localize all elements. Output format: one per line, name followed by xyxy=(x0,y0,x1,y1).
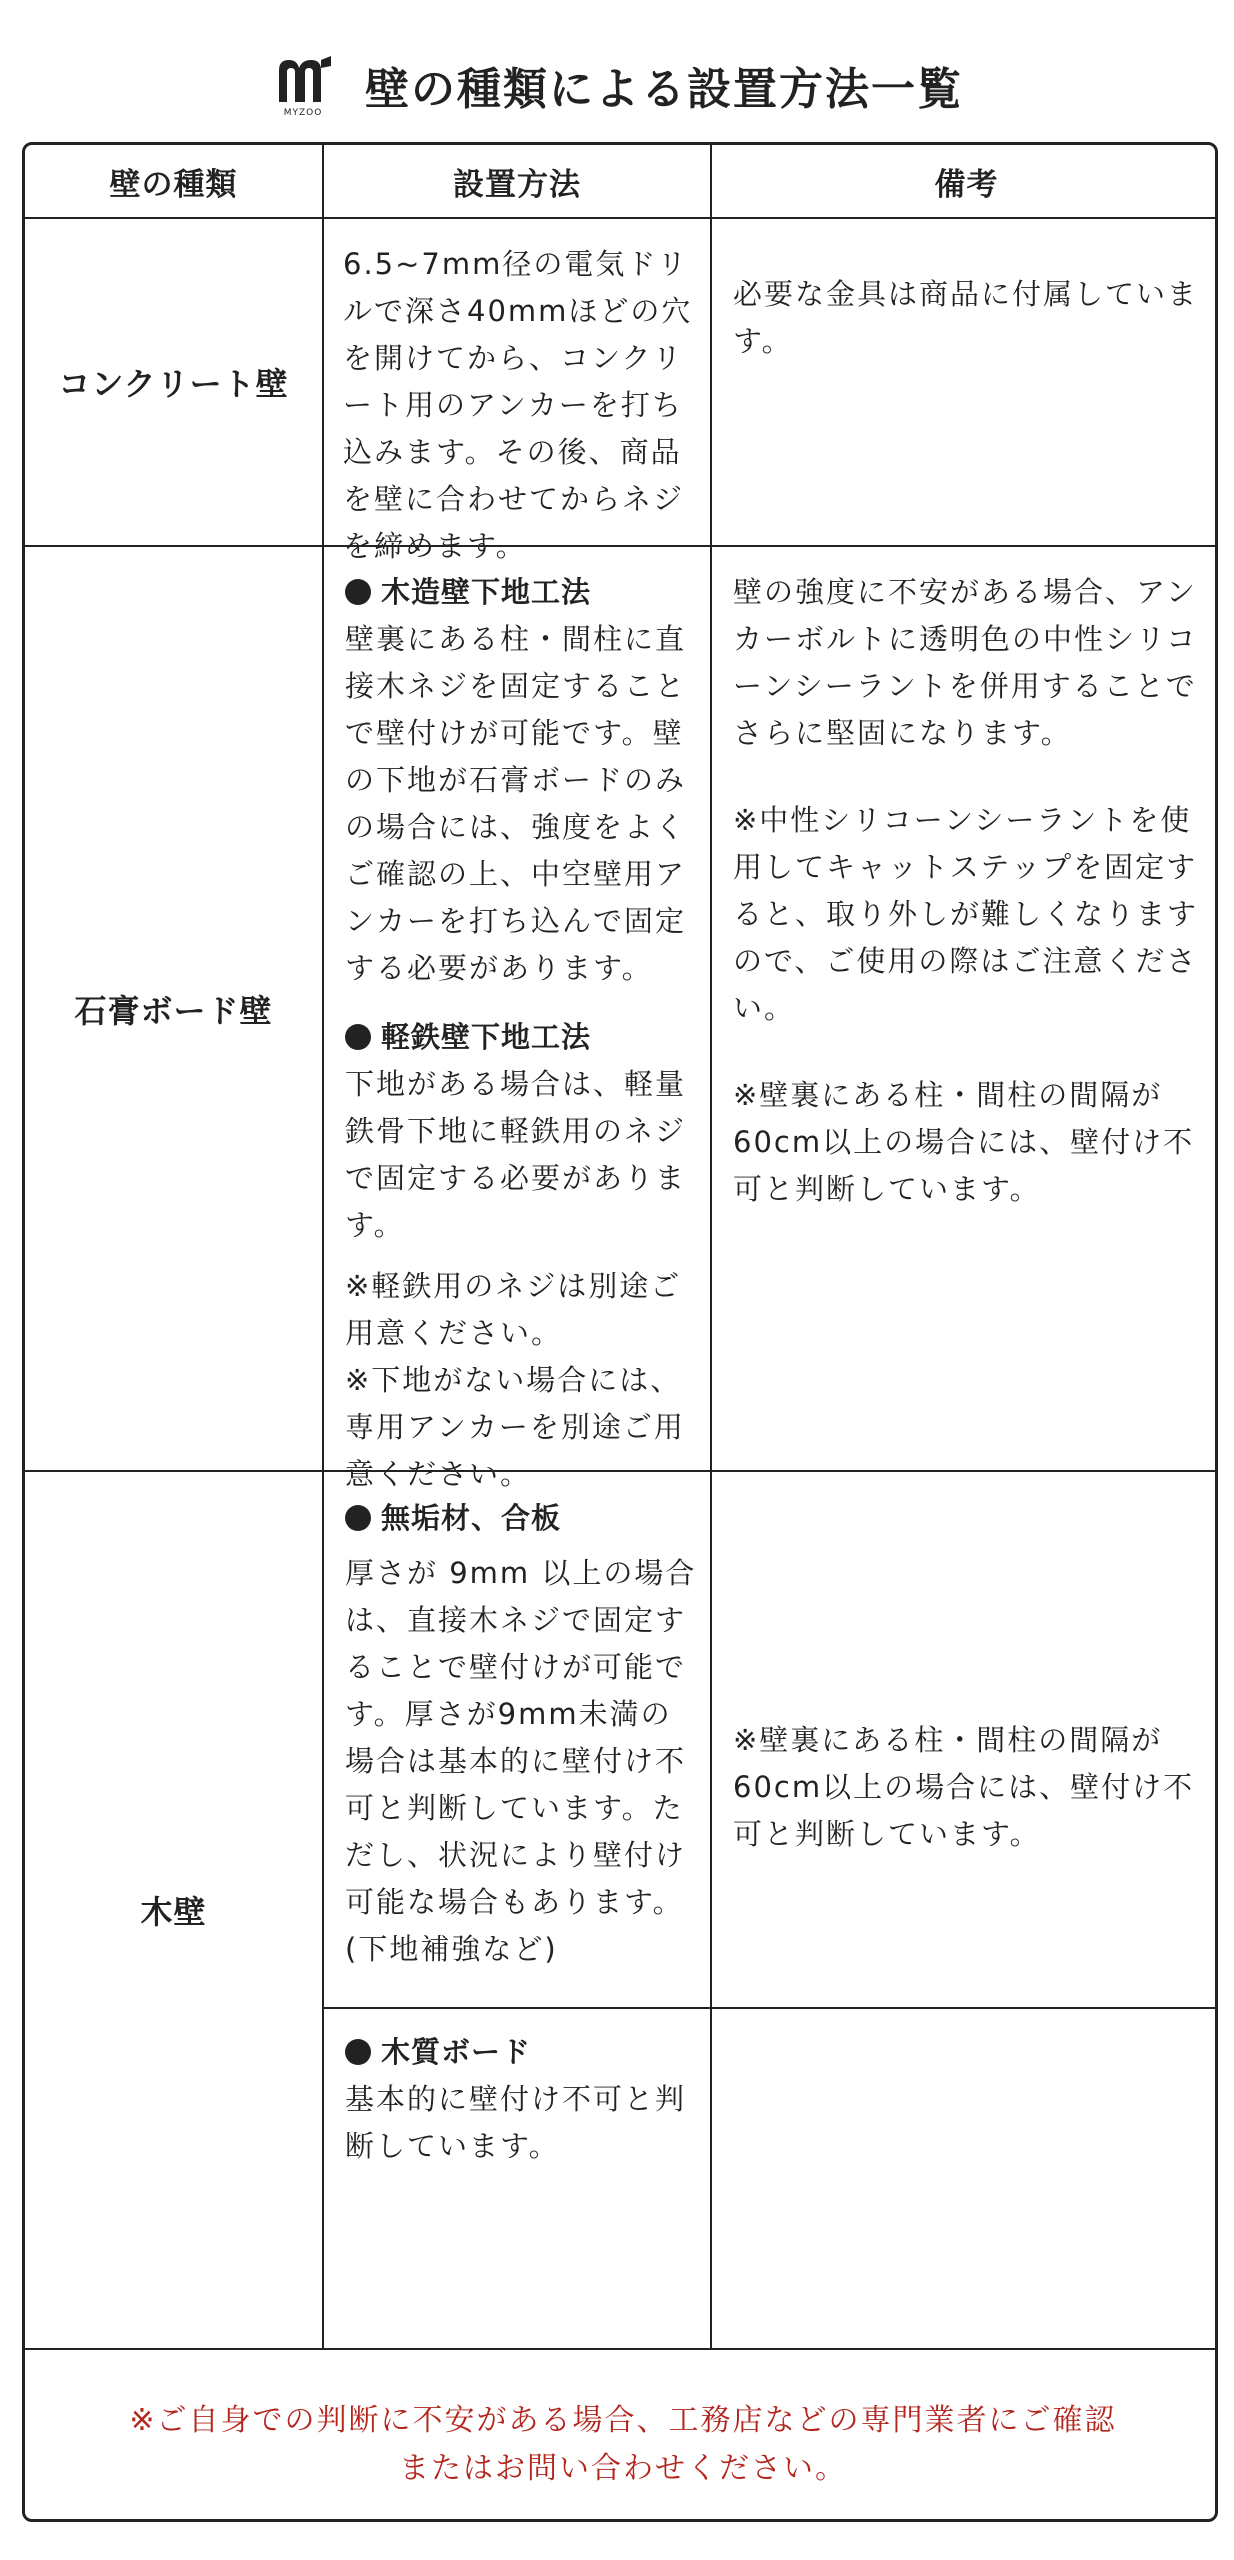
column-divider xyxy=(322,145,324,2350)
note-gypsum xyxy=(733,569,1203,1213)
column-divider xyxy=(710,145,712,2350)
method-gypsum-steel-frame-text: 下地がある場合は、軽量鉄骨下地に軽鉄用のネジで固定する必要があります。 xyxy=(345,1067,687,1242)
bullet-icon xyxy=(345,1024,371,1050)
note-concrete: 必要な金具は商品に付属しています。 xyxy=(733,277,1199,358)
bullet-icon xyxy=(345,579,371,605)
method-gypsum-wood-frame: 木造壁下地工法 xyxy=(345,569,697,616)
bullet-icon xyxy=(345,2039,371,2065)
column-header-wall-type: 壁の種類 xyxy=(109,166,238,203)
wall-installation-table xyxy=(22,142,1218,2522)
footer-warning-line-2: またはお問い合わせください。 xyxy=(399,2451,847,2486)
method-gypsum-steel-note-1: ※軽鉄用のネジは別途ご用意ください。 xyxy=(345,1269,682,1350)
method-wood-board-text: 基本的に壁付け不可と判断しています。 xyxy=(345,2082,687,2163)
method-wood-solid xyxy=(345,1495,697,1973)
wall-type-concrete: コンクリート壁 xyxy=(58,365,289,403)
footer-warning-line-1: ※ご自身での判断に不安がある場合、工務店などの専門業者にご確認 xyxy=(129,2403,1117,2438)
note-gypsum-2: ※中性シリコーンシーラントを使用してキャットステップを固定すると、取り外しが難しくなりますので、ご使用の際はご注意ください。 xyxy=(733,803,1199,1025)
wall-type-wood: 木壁 xyxy=(140,1893,207,1931)
brand-logo-icon xyxy=(271,52,335,108)
method-gypsum-steel-frame: 軽鉄壁下地工法 xyxy=(345,1014,697,1061)
row-divider xyxy=(322,2007,1218,2009)
note-wood-1: ※壁裏にある柱・間柱の間隔が60cm以上の場合には、壁付け不可と判断しています。 xyxy=(733,1723,1195,1851)
page-header xyxy=(0,40,1234,130)
method-wood-solid-text: 厚さが 9mm 以上の場合は、直接木ネジで固定することで壁付けが可能です。厚さが9mm未満の場合は基本的に壁付け不可と判断しています。ただし、状況により壁付け可能な場合もあります。(下地補強など) xyxy=(345,1556,697,1966)
method-wood-board xyxy=(345,2029,697,2170)
note-gypsum-3: ※壁裏にある柱・間柱の間隔が60cm以上の場合には、壁付け不可と判断しています。 xyxy=(733,1078,1195,1206)
bullet-icon xyxy=(345,1505,371,1531)
row-divider xyxy=(25,2348,1218,2350)
method-concrete: 6.5~7mm径の電気ドリルで深さ40mmほどの穴を開けてから、コンクリート用のアンカーを打ち込みます。その後、商品を壁に合わせてからネジを締めます。 xyxy=(343,247,693,563)
method-gypsum xyxy=(345,569,697,1498)
column-header-notes: 備考 xyxy=(934,166,999,203)
method-wood-board-title: 木質ボード xyxy=(345,2029,697,2076)
method-gypsum-wood-frame-text: 壁裏にある柱・間柱に直接木ネジを固定することで壁付けが可能です。壁の下地が石膏ボードのみの場合には、強度をよくご確認の上、中空壁用アンカーを打ち込んで固定する必要があります。 xyxy=(345,622,687,985)
column-header-method: 設置方法 xyxy=(453,166,581,203)
note-gypsum-1: 壁の強度に不安がある場合、アンカーボルトに透明色の中性シリコーンシーラントを併用することでさらに堅固になります。 xyxy=(733,575,1198,750)
page-title: 壁の種類による設置方法一覧 xyxy=(365,64,963,115)
brand-logo xyxy=(271,52,335,118)
brand-logo-text: MYZOO xyxy=(283,108,323,118)
wall-type-gypsum: 石膏ボード壁 xyxy=(74,991,273,1030)
method-gypsum-steel-note-2: ※下地がない場合には、専用アンカーを別途ご用意ください。 xyxy=(345,1363,685,1491)
method-wood-solid-title: 無垢材、合板 xyxy=(345,1495,697,1542)
